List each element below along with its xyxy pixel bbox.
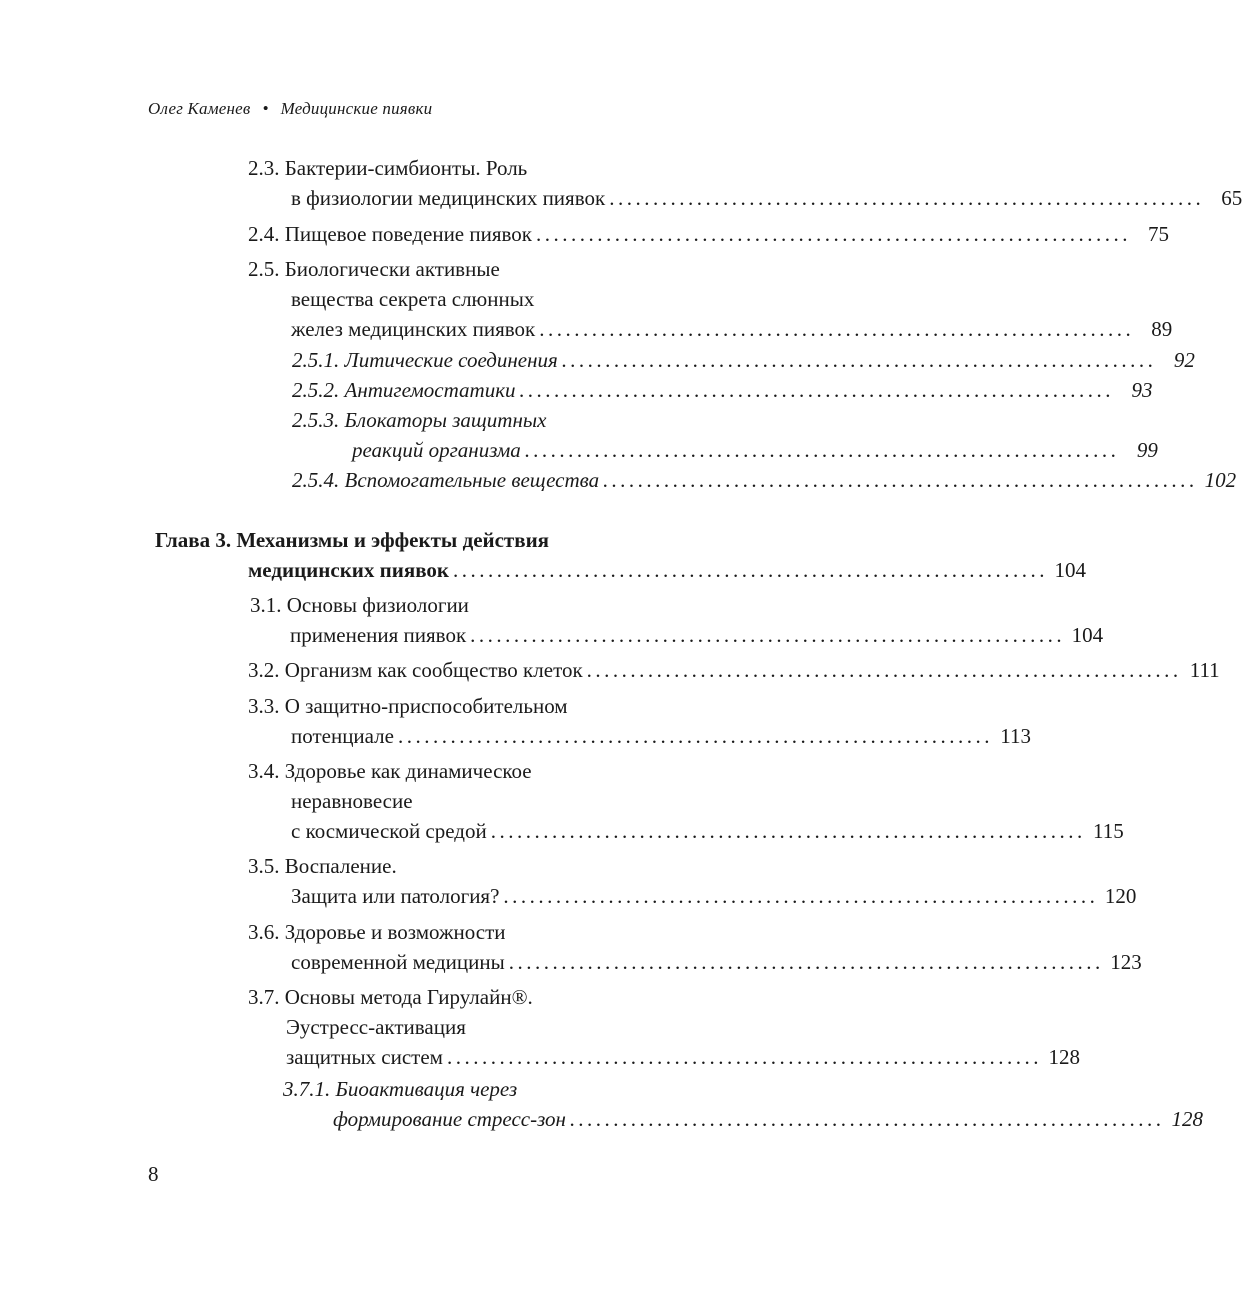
leader-dots: .................................................................... bbox=[508, 950, 1104, 974]
toc-entry-2-5-2[interactable] bbox=[292, 375, 1153, 405]
running-header bbox=[148, 99, 432, 119]
leader-dots: .................................................................... bbox=[470, 623, 1066, 647]
toc-entry-3-4-line2: неравновесие bbox=[291, 789, 413, 813]
toc-entry-2-3[interactable] bbox=[291, 183, 1242, 213]
toc-page-number: 89 bbox=[1151, 317, 1173, 341]
toc-page-number: 111 bbox=[1189, 658, 1220, 682]
toc-entry-text: с космической средой bbox=[291, 819, 487, 843]
toc-entry-3-7-line1: 3.7. Основы метода Гирулайн®. bbox=[248, 985, 533, 1009]
page-number: 8 bbox=[148, 1162, 159, 1186]
toc-entry-3-4-line1: 3.4. Здоровье как динамическое bbox=[248, 759, 532, 783]
toc-entry-2-5-3-line1: 2.5.3. Блокаторы защитных bbox=[292, 408, 547, 432]
toc-entry-3-7[interactable] bbox=[286, 1042, 1080, 1072]
toc-entry-3-7-1-line1: 3.7.1. Биоактивация через bbox=[283, 1077, 518, 1101]
toc-entry-3-4[interactable] bbox=[291, 816, 1124, 846]
toc-entry-text: в физиологии медицинских пиявок bbox=[291, 186, 606, 210]
toc-page-number: 93 bbox=[1131, 378, 1153, 402]
toc-entry-text: медицинских пиявок bbox=[248, 558, 449, 582]
leader-dots: .................................................................... bbox=[490, 819, 1086, 843]
toc-page-number: 115 bbox=[1092, 819, 1124, 843]
toc-page-number: 104 bbox=[1071, 623, 1104, 647]
leader-dots: .................................................................... bbox=[539, 317, 1135, 341]
toc-entry-3-6[interactable] bbox=[291, 947, 1142, 977]
toc-entry-text: желез медицинских пиявок bbox=[291, 317, 536, 341]
header-title: Медицинские пиявки bbox=[280, 99, 433, 118]
leader-dots: .................................................................... bbox=[586, 658, 1182, 682]
toc-entry-3-1[interactable] bbox=[290, 620, 1104, 650]
toc-entry-3-7-line2: Эустресс-активация bbox=[286, 1015, 466, 1039]
toc-entry-3-5-line1: 3.5. Воспаление. bbox=[248, 854, 397, 878]
toc-entry-2-5-3[interactable] bbox=[352, 435, 1158, 465]
toc-entry-text: 2.5.1. Литические соединения bbox=[292, 348, 558, 372]
toc-entry-text: Защита или патология? bbox=[291, 884, 500, 908]
toc-entry-3-5[interactable] bbox=[291, 881, 1137, 911]
toc-page-number: 128 bbox=[1171, 1107, 1203, 1131]
header-author: Олег Каменев bbox=[148, 99, 251, 118]
toc-entry-text: 3.2. Организм как сообщество клеток bbox=[248, 658, 583, 682]
leader-dots: .................................................................... bbox=[524, 438, 1120, 462]
toc-entry-2-5[interactable] bbox=[291, 314, 1173, 344]
toc-page-number: 99 bbox=[1136, 438, 1158, 462]
toc-entry-2-5-line1: 2.5. Биологически активные bbox=[248, 257, 500, 281]
toc-entry-text: 2.5.2. Антигемостатики bbox=[292, 378, 516, 402]
header-separator: • bbox=[262, 99, 269, 118]
leader-dots: .................................................................... bbox=[519, 378, 1115, 402]
toc-entry-text: защитных систем bbox=[286, 1045, 443, 1069]
toc-entry-text: 2.4. Пищевое поведение пиявок bbox=[248, 222, 532, 246]
toc-entry-2-4[interactable] bbox=[248, 219, 1169, 249]
toc-entry-text: реакций организма bbox=[352, 438, 521, 462]
toc-entry-3-2[interactable] bbox=[248, 655, 1220, 685]
toc-entry-text: потенциале bbox=[291, 724, 394, 748]
toc-entry-2-3-line1: 2.3. Бактерии-симбионты. Роль bbox=[248, 156, 528, 180]
toc-page-number: 104 bbox=[1054, 558, 1086, 582]
toc-entry-3-7-1[interactable] bbox=[333, 1104, 1203, 1134]
toc-entry-3-6-line1: 3.6. Здоровье и возможности bbox=[248, 920, 506, 944]
toc-page-number: 75 bbox=[1147, 222, 1169, 246]
toc-chapter-3-line1: Глава 3. Механизмы и эффекты действия bbox=[155, 528, 550, 552]
toc-page-number: 65 bbox=[1221, 186, 1242, 210]
leader-dots: .................................................................... bbox=[503, 884, 1099, 908]
leader-dots: .................................................................... bbox=[446, 1045, 1042, 1069]
toc-entry-3-3[interactable] bbox=[291, 721, 1031, 751]
leader-dots: .................................................................... bbox=[453, 558, 1048, 582]
toc-page-number: 113 bbox=[1000, 724, 1031, 748]
leader-dots: .................................................................... bbox=[561, 348, 1157, 372]
toc-entry-3-3-line1: 3.3. О защитно-приспособительном bbox=[248, 694, 568, 718]
toc-page-number: 120 bbox=[1104, 884, 1137, 908]
leader-dots: .................................................................... bbox=[569, 1107, 1165, 1131]
toc-chapter-3[interactable] bbox=[248, 555, 1086, 585]
leader-dots: .................................................................... bbox=[535, 222, 1131, 246]
leader-dots: .................................................................... bbox=[397, 724, 993, 748]
toc-entry-2-5-1[interactable] bbox=[292, 345, 1195, 375]
toc-entry-2-5-line2: вещества секрета слюнных bbox=[291, 287, 535, 311]
toc-page-number: 92 bbox=[1173, 348, 1195, 372]
toc-page-number: 128 bbox=[1048, 1045, 1080, 1069]
toc-entry-text: формирование стресс-зон bbox=[333, 1107, 566, 1131]
toc-entry-2-5-4[interactable] bbox=[292, 465, 1237, 495]
toc-page-number: 102 bbox=[1204, 468, 1237, 492]
toc-entry-text: современной медицины bbox=[291, 950, 505, 974]
toc-entry-3-1-line1: 3.1. Основы физиологии bbox=[250, 593, 469, 617]
leader-dots: .................................................................... bbox=[609, 186, 1205, 210]
leader-dots: .................................................................... bbox=[603, 468, 1199, 492]
toc-entry-text: применения пиявок bbox=[290, 623, 467, 647]
toc-entry-text: 2.5.4. Вспомогательные вещества bbox=[292, 468, 600, 492]
toc-page-number: 123 bbox=[1110, 950, 1142, 974]
